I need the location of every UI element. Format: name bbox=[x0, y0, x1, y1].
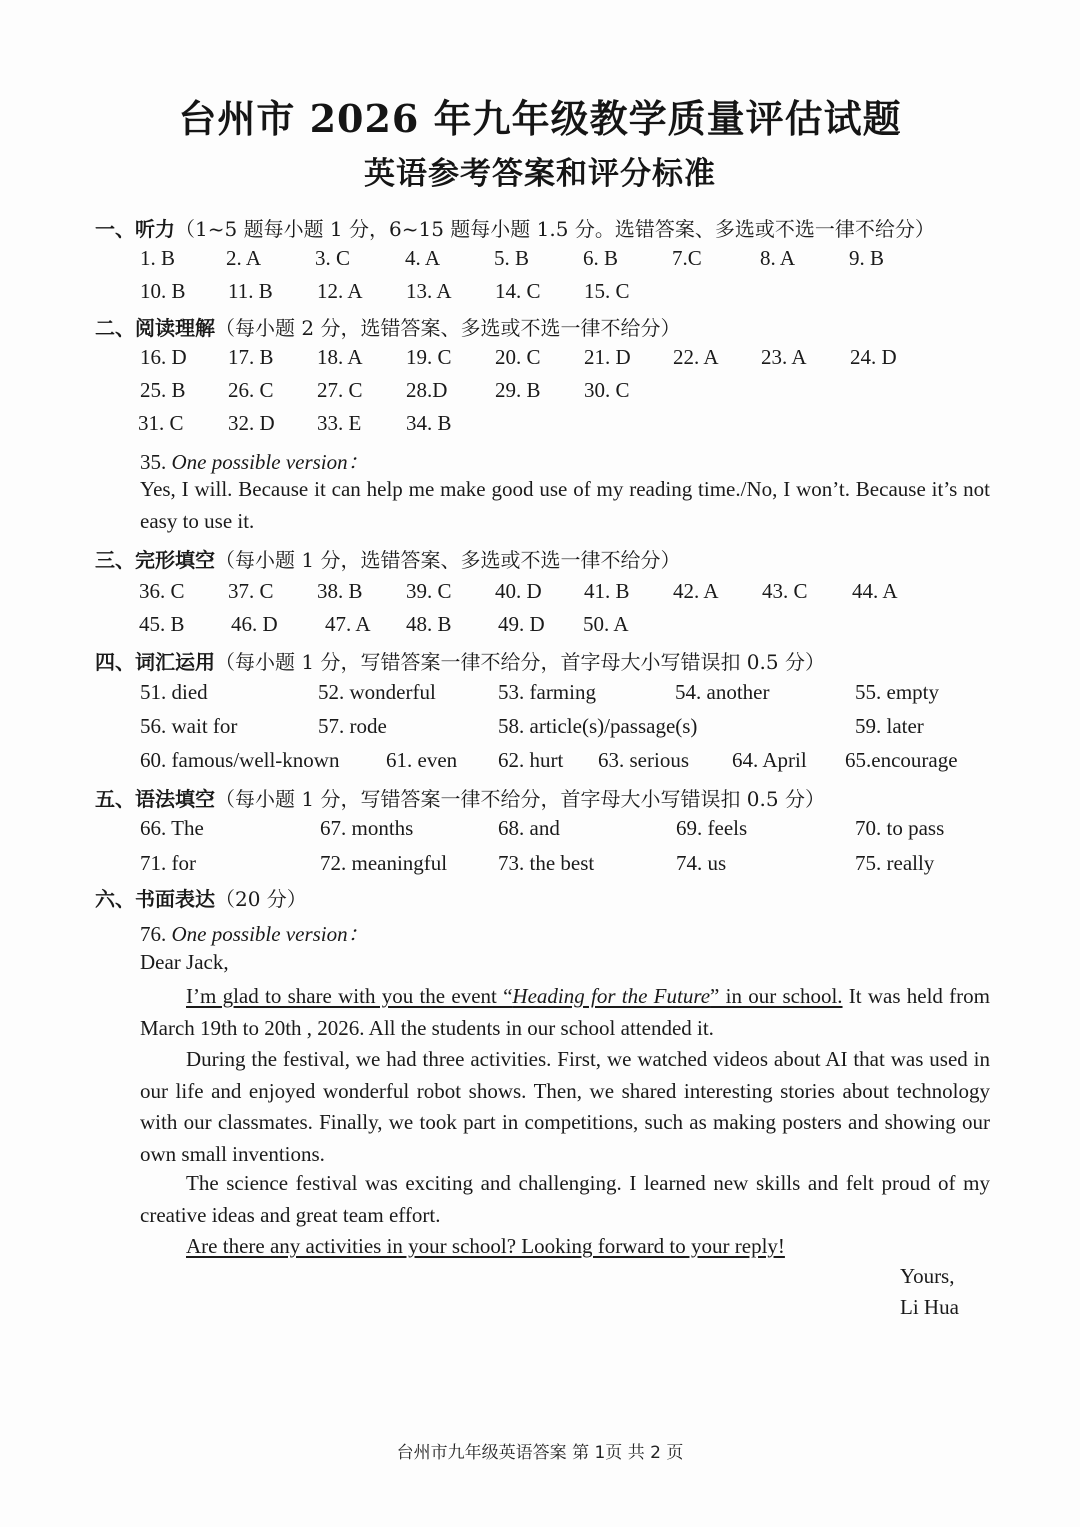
answer-item: 5. B bbox=[494, 246, 530, 270]
answer-item: 64. April bbox=[732, 748, 807, 772]
answer-item: 75. really bbox=[855, 851, 935, 875]
page-subtitle: 英语参考答案和评分标准 bbox=[364, 156, 716, 192]
answer-item: 74. us bbox=[676, 851, 727, 875]
letter-greeting: Dear Jack, bbox=[140, 950, 229, 974]
answer-item: 69. feels bbox=[676, 816, 748, 840]
answer-row bbox=[0, 279, 1080, 309]
section-heading-writing: 六、书面表达（20 分） bbox=[95, 887, 307, 911]
answer-item: 60. famous/well-known bbox=[140, 748, 340, 772]
answer-item: 46. D bbox=[231, 612, 278, 636]
answer-item: 62. hurt bbox=[498, 748, 564, 772]
answer-item: 58. article(s)/passage(s) bbox=[498, 714, 698, 738]
answer-item: 17. B bbox=[228, 345, 274, 369]
answer-item: 36. C bbox=[139, 579, 185, 603]
section-heading-reading: 二、阅读理解（每小题 2 分，选错答案、多选或不选一律不给分） bbox=[95, 316, 681, 340]
answer-item: 27. C bbox=[317, 378, 363, 402]
letter-paragraph-1: I’m glad to share with you the event “Heading for the Future” in our school. It was held from March 19th to 20th , 2026. All the students in our school attended it. bbox=[140, 984, 991, 1040]
q35-heading: 35. One possible version： bbox=[140, 450, 369, 474]
answer-item: 16. D bbox=[140, 345, 187, 369]
answer-item: 22. A bbox=[673, 345, 719, 369]
answer-item: 29. B bbox=[495, 378, 541, 402]
answer-row bbox=[0, 345, 1080, 375]
answer-item: 21. D bbox=[584, 345, 631, 369]
answer-item: 54. another bbox=[675, 680, 770, 704]
answer-item: 13. A bbox=[406, 279, 452, 303]
answer-row bbox=[0, 411, 1080, 441]
answer-item: 48. B bbox=[406, 612, 452, 636]
answer-item: 49. D bbox=[498, 612, 545, 636]
answer-row bbox=[0, 246, 1080, 276]
answer-item: 71. for bbox=[140, 851, 196, 875]
answer-item: 9. B bbox=[849, 246, 885, 270]
answer-item: 44. A bbox=[852, 579, 898, 603]
answer-item: 70. to pass bbox=[855, 816, 945, 840]
answer-item: 24. D bbox=[850, 345, 897, 369]
answer-item: 72. meaningful bbox=[320, 851, 448, 875]
answer-item: 63. serious bbox=[598, 748, 689, 772]
answer-item: 10. B bbox=[140, 279, 186, 303]
answer-item: 32. D bbox=[228, 411, 275, 435]
answer-item: 56. wait for bbox=[140, 714, 238, 738]
answer-item: 40. D bbox=[495, 579, 542, 603]
letter-closing: Yours, bbox=[900, 1264, 955, 1288]
answer-row bbox=[0, 816, 1080, 846]
answer-item: 31. C bbox=[138, 411, 184, 435]
answer-item: 65.encourage bbox=[845, 748, 958, 772]
answer-row bbox=[0, 714, 1080, 744]
answer-item: 11. B bbox=[228, 279, 273, 303]
answer-item: 43. C bbox=[762, 579, 808, 603]
answer-item: 61. even bbox=[386, 748, 458, 772]
answer-item: 41. B bbox=[584, 579, 630, 603]
section-heading-grammar: 五、语法填空（每小题 1 分，写错答案一律不给分，首字母大小写错误扣 0.5 分） bbox=[95, 787, 825, 811]
answer-item: 55. empty bbox=[855, 680, 939, 704]
answer-item: 7.C bbox=[672, 246, 702, 270]
answer-item: 53. farming bbox=[498, 680, 596, 704]
letter-paragraph-4: Are there any activities in your school? Looking forward to your reply! bbox=[186, 1234, 785, 1258]
answer-item: 59. later bbox=[855, 714, 924, 738]
page-footer: 台州市九年级英语答案 第 1页 共 2 页 bbox=[396, 1443, 684, 1463]
answer-item: 50. A bbox=[583, 612, 629, 636]
answer-item: 18. A bbox=[317, 345, 363, 369]
answer-item: 8. A bbox=[760, 246, 796, 270]
letter-paragraph-3: The science festival was exciting and challenging. I learned new skills and felt proud of my creative ideas and great team effort. bbox=[140, 1171, 990, 1227]
answer-item: 30. C bbox=[584, 378, 630, 402]
answer-item: 15. C bbox=[584, 279, 630, 303]
answer-item: 67. months bbox=[320, 816, 414, 840]
answer-row bbox=[0, 748, 1080, 778]
answer-item: 14. C bbox=[495, 279, 541, 303]
answer-item: 34. B bbox=[406, 411, 452, 435]
q35-answer-text: Yes, I will. Because it can help me make good use of my reading time./No, I won’t. Because it’s not easy to use it. bbox=[140, 477, 990, 533]
answer-item: 73. the best bbox=[498, 851, 595, 875]
answer-row bbox=[0, 680, 1080, 710]
answer-item: 12. A bbox=[317, 279, 363, 303]
answer-item: 68. and bbox=[498, 816, 560, 840]
answer-row bbox=[0, 851, 1080, 881]
page-title: 台州市 2026 年九年级教学质量评估试题 bbox=[178, 96, 902, 141]
answer-item: 20. C bbox=[495, 345, 541, 369]
answer-item: 3. C bbox=[315, 246, 351, 270]
answer-item: 37. C bbox=[228, 579, 274, 603]
section-heading-listening: 一、听力（1~5 题每小题 1 分，6~15 题每小题 1.5 分。选错答案、多选或不选一律不给分） bbox=[95, 217, 935, 241]
answer-item: 57. rode bbox=[318, 714, 387, 738]
answer-item: 6. B bbox=[583, 246, 619, 270]
letter-signature: Li Hua bbox=[900, 1295, 959, 1319]
answer-item: 38. B bbox=[317, 579, 363, 603]
answer-item: 66. The bbox=[140, 816, 204, 840]
answer-item: 39. C bbox=[406, 579, 452, 603]
q76-heading: 76. One possible version： bbox=[140, 922, 369, 946]
answer-item: 47. A bbox=[325, 612, 371, 636]
section-heading-vocabulary: 四、词汇运用（每小题 1 分，写错答案一律不给分，首字母大小写错误扣 0.5 分） bbox=[95, 650, 825, 674]
answer-item: 25. B bbox=[140, 378, 186, 402]
answer-item: 4. A bbox=[405, 246, 441, 270]
answer-item: 26. C bbox=[228, 378, 274, 402]
answer-item: 2. A bbox=[226, 246, 262, 270]
answer-item: 52. wonderful bbox=[318, 680, 436, 704]
answer-item: 33. E bbox=[317, 411, 362, 435]
letter-paragraph-2: During the festival, we had three activities. First, we watched videos about AI that was used in our life and enjoyed wonderful robot shows. Then, we shared interesting stories about technology with our classmates. Finally, we took part in competitions, such as making posters and showing our own small inventions. bbox=[140, 1047, 990, 1166]
answer-row bbox=[0, 378, 1080, 408]
answer-item: 23. A bbox=[761, 345, 807, 369]
answer-item: 45. B bbox=[139, 612, 185, 636]
answer-item: 42. A bbox=[673, 579, 719, 603]
section-heading-cloze: 三、完形填空（每小题 1 分，选错答案、多选或不选一律不给分） bbox=[95, 548, 681, 572]
answer-row bbox=[0, 579, 1080, 609]
answer-row bbox=[0, 612, 1080, 642]
answer-item: 1. B bbox=[140, 246, 176, 270]
answer-item: 28.D bbox=[406, 378, 448, 402]
answer-item: 51. died bbox=[140, 680, 208, 704]
answer-item: 19. C bbox=[406, 345, 452, 369]
